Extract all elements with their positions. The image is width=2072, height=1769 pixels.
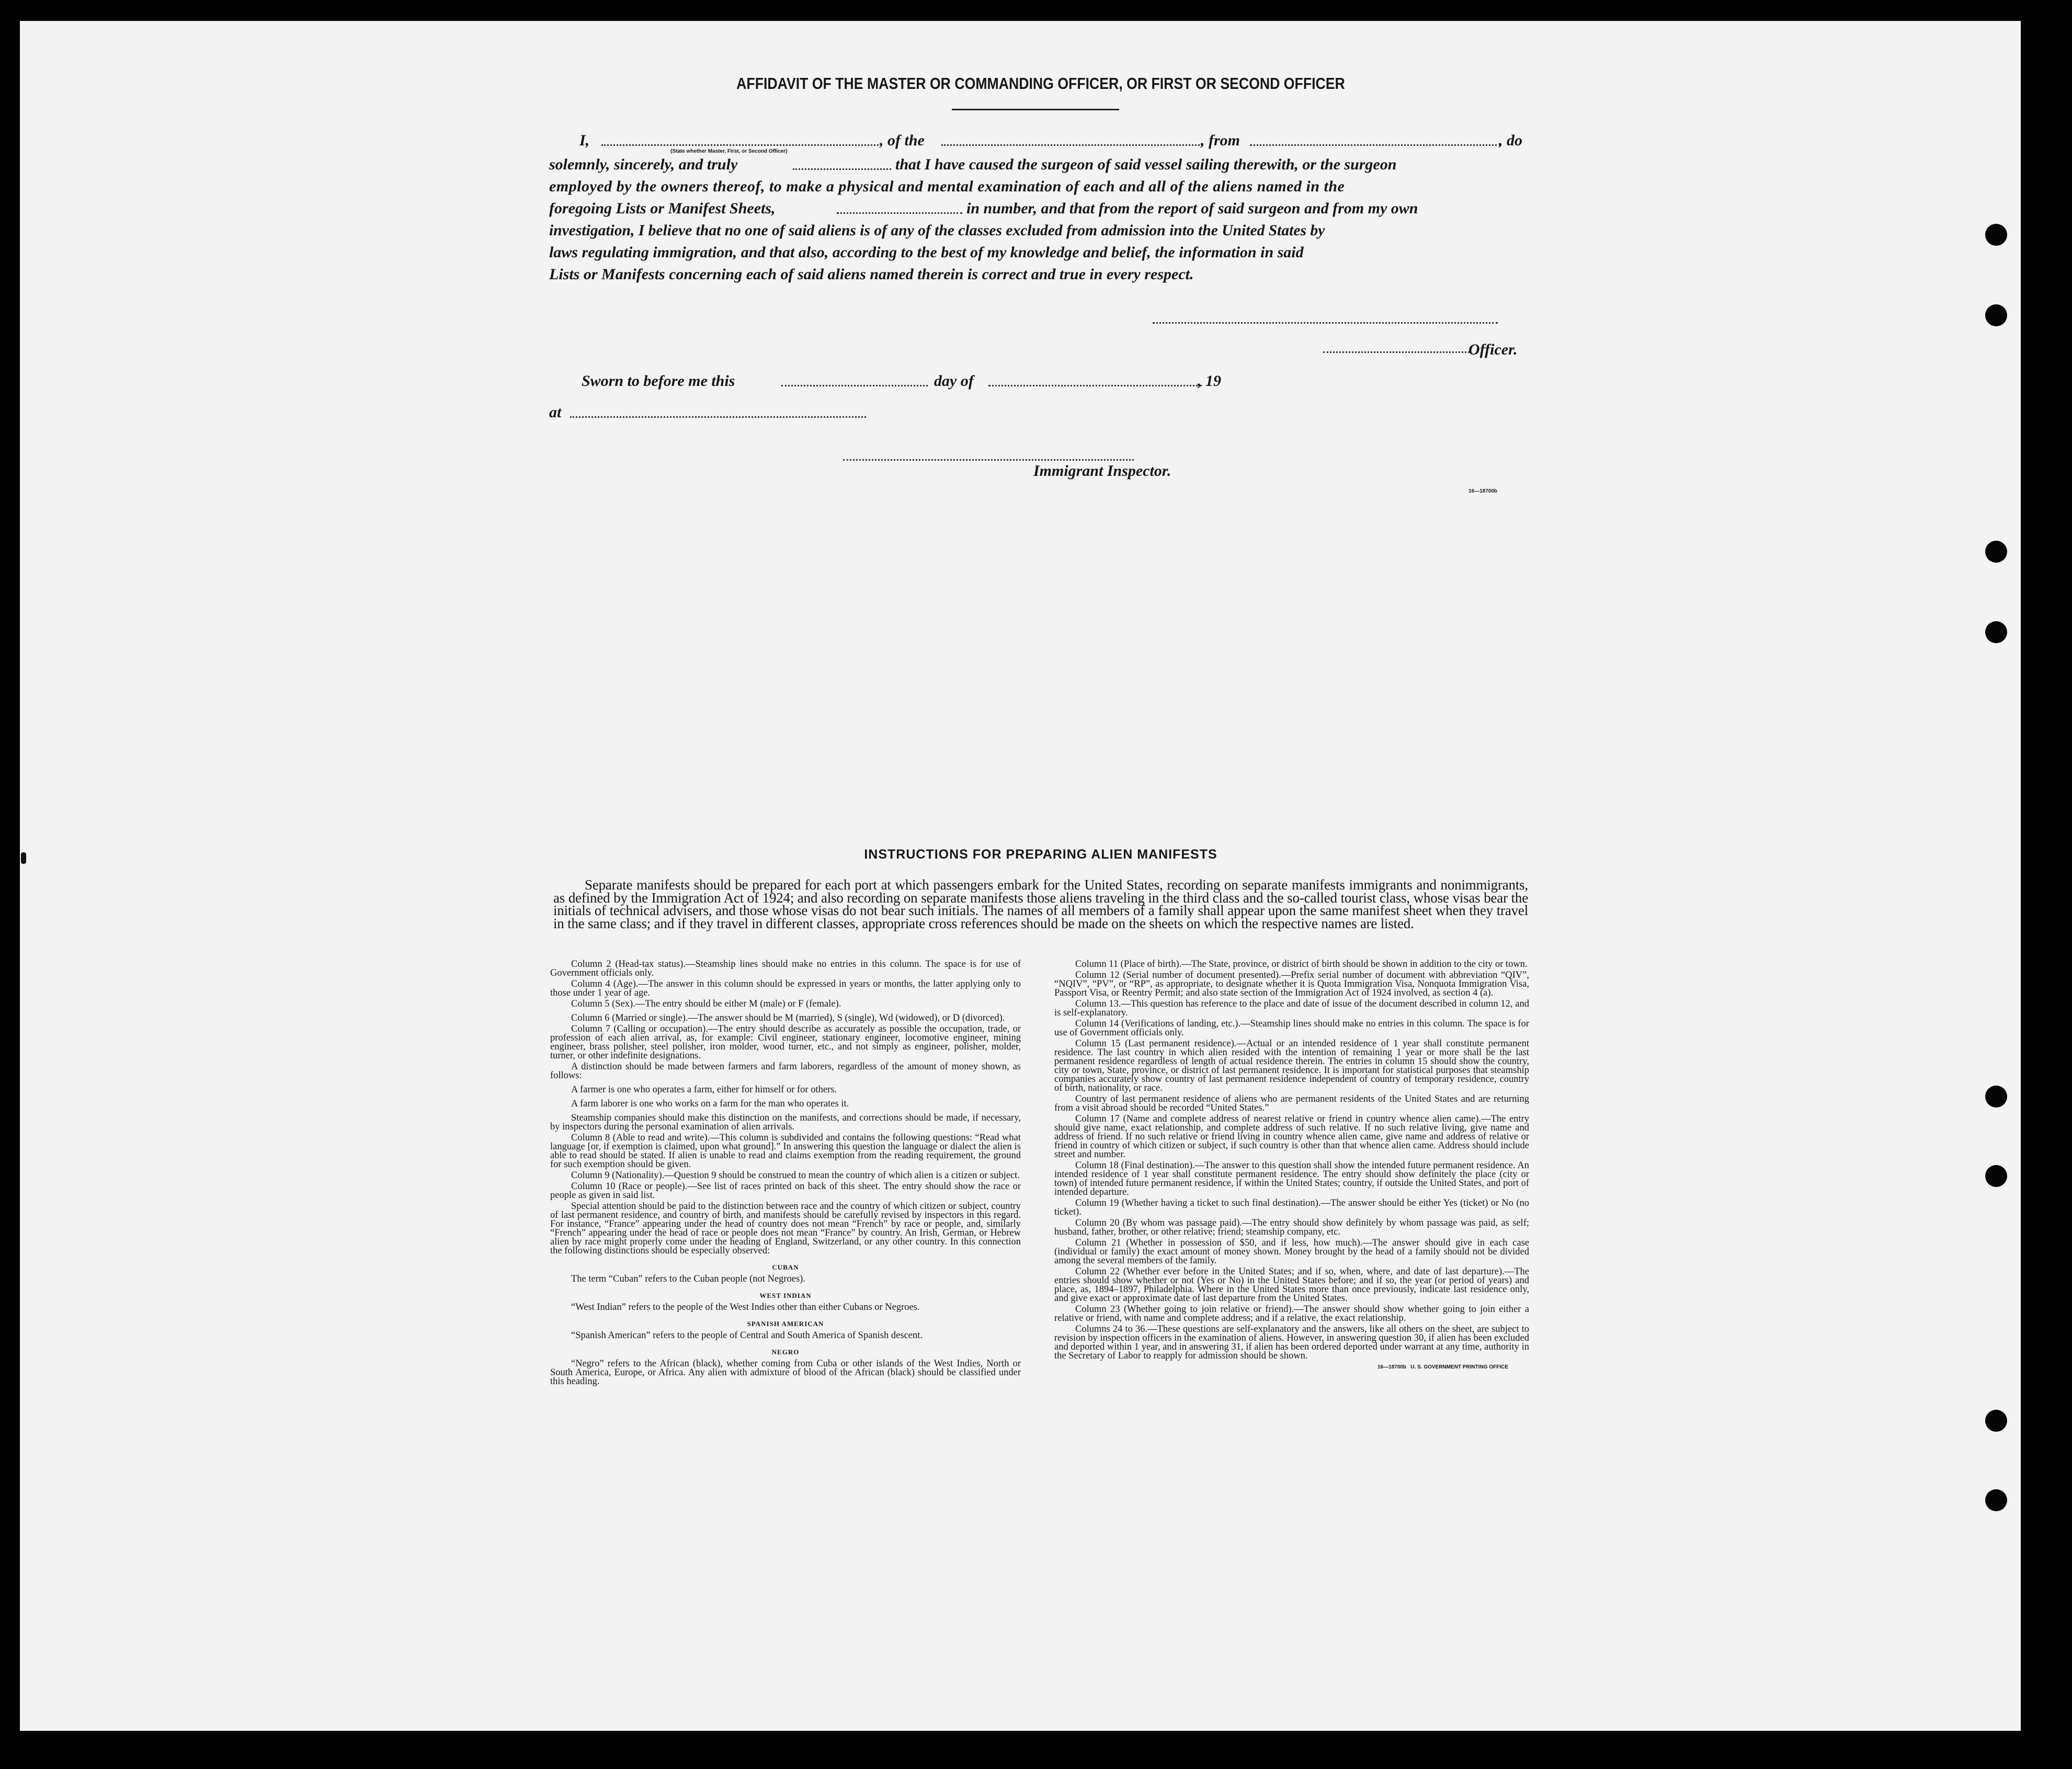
punch-hole	[1985, 1410, 2007, 1432]
right-para: Column 15 (Last permanent residence).—Actual or an intended residence of 1 year shall constitute permanent residence. The last country in which alien resided with the intention of remaining 1 year or more shall be the last permanent residence regardless of length of actual residence therein. The entries in column 15 should show the country, city or town, State, province, or district of last permanent residence. It is important for statistical purposes that steamship companies accurately show country of last permanent residence independent of country of temporary residence, country of birth, nationality, or race.	[1054, 1038, 1529, 1093]
signature-line[interactable]	[1153, 322, 1498, 324]
right-para: Column 11 (Place of birth).—The State, province, or district of birth should be shown in addition to the city or town.	[1075, 959, 1528, 969]
left-para: Column 4 (Age).—The answer in this column should be expressed in years or months, the latter applying only to those under 1 year of age.	[550, 979, 1021, 998]
punch-hole	[1985, 621, 2007, 643]
affidavit-line6: laws regulating immigration, and that also, according to the best of my knowledge and belief, the information in said	[549, 244, 1304, 261]
punch-hole	[1985, 224, 2007, 246]
left-para: Steamship companies should make this distinction on the manifests, and corrections should be made, if necessary, by inspectors during the personal examination of alien arrivals.	[550, 1113, 1021, 1132]
affidavit-of-the: , of the	[880, 132, 925, 149]
year-label: , 19	[1198, 372, 1221, 390]
right-para: Column 23 (Whether going to join relative or friend).—The answer should show whether going to join either a relative or friend, with name and complete address; and if a relative, the exact relationship.	[1054, 1304, 1529, 1323]
aliens-number-field[interactable]	[837, 212, 962, 214]
punch-hole	[1985, 1165, 2007, 1187]
right-para: Column 18 (Final destination).—The answer to this question shall show the intended future permanent residence. An intended residence of 1 year shall constitute permanent residence. The entry should show definitely the place (city or town) of intended future permanent residence, if within the United States; country, if outside the United States, and port of intended departure.	[1054, 1160, 1529, 1197]
right-para: Column 20 (By whom was passage paid).—The entry should show definitely by whom passage was paid, as self; husband, father, brother, or other relative; friend; steamship company, etc.	[1054, 1218, 1529, 1237]
right-para: Column 21 (Whether in possession of $50, and if less, how much).—The answer should give in each case (individual or family) the exact amount of money shown. Money brought by the head of a family should not be divided among the several members of the family.	[1054, 1238, 1529, 1266]
affidavit-line3: employed by the owners thereof, to make a physical and mental examination of each and all of the aliens named in the	[549, 178, 1345, 195]
vessel-name-field[interactable]	[941, 144, 1203, 146]
negro-text: “Negro” refers to the African (black), whether coming from Cuba or other islands of the West Indies, North or South America, Europe, or Africa. Any alien with admixture of blood of the African (black) should be classified under this heading.	[550, 1359, 1021, 1387]
right-para: Column 17 (Name and complete address of nearest relative or friend in country whence alien came).—The entry should give name, exact relationship, and complete address of such relative. If no such relative living, give name and address of friend. If no such relative or friend living in country whence alien came, give name and address of relative or friend in country of which citizen or subject, if such country is other than that whence alien came. Address should include street and number.	[1054, 1114, 1529, 1160]
officer-rank-field[interactable]	[601, 144, 879, 146]
right-para: Column 14 (Verifications of landing, etc.).—Steamship lines should make no entries in this column. The space is for use of Government officials only.	[1054, 1019, 1529, 1038]
instructions-title: INSTRUCTIONS FOR PREPARING ALIEN MANIFESTS	[864, 847, 1217, 862]
affidavit-do: , do	[1499, 132, 1522, 149]
cuban-text: The term “Cuban” refers to the Cuban people (not Negroes).	[571, 1274, 805, 1284]
instructions-right-column	[1054, 960, 1529, 1372]
west-indian-text: “West Indian” refers to the people of the West Indies other than either Cubans or Negroes.	[571, 1302, 920, 1313]
margin-mark	[21, 852, 26, 864]
left-para: Special attention should be paid to the distinction between race and the country of which citizen or subject, country of last permanent residence, and country of birth, and manifests should be carefully revised by inspectors in this regard. For instance, “France” appearing under the head of country does not mean “French” by race or people, and, similarly “French” appearing under the head of race or people does not mean “France” by country. An Irish, German, or Hebrew alien by race might properly come under the heading of England, Switzerland, or any other country. In this connection the following distinctions should be especially observed:	[550, 1201, 1021, 1256]
right-para: Column 19 (Whether having a ticket to such final destination).—The answer should be either Yes (ticket) or No (no ticket).	[1054, 1198, 1529, 1217]
left-para: Column 10 (Race or people).—See list of races printed on back of this sheet. The entry should show the race or people as given in said list.	[550, 1181, 1021, 1201]
day-of-label: day of	[934, 372, 974, 390]
right-para: Column 22 (Whether ever before in the United States; and if so, when, where, and date of last departure).—The entries should show whether or not (Yes or No) in the United States before; and if so, the year (or period of years) and place, as, 1894–1897, Philadelphia. Where in the United States more than once previously, indicate last residence only, and give exact or approximate date of last departure from the United States.	[1054, 1266, 1529, 1304]
sworn-month-field[interactable]	[988, 385, 1202, 386]
affidavit-line2a: solemnly, sincerely, and truly	[549, 156, 738, 173]
west-indian-heading: WEST INDIAN	[759, 1292, 812, 1299]
punch-hole	[1985, 1489, 2007, 1511]
left-para: A farm laborer is one who works on a farm for the man who operates it.	[571, 1099, 849, 1109]
officer-label: Officer.	[1468, 341, 1518, 358]
right-para: Column 13.—This question has reference to the place and date of issue of the document described in column 12, and is self-explanatory.	[1054, 999, 1529, 1018]
instructions-left-column	[550, 960, 1021, 1388]
sworn-day-field[interactable]	[781, 385, 928, 386]
inspector-label: Immigrant Inspector.	[1033, 462, 1171, 480]
affidavit-line2b: that I have caused the surgeon of said vessel sailing therewith, or the surgeon	[895, 156, 1397, 173]
left-para: A distinction should be made between farmers and farm laborers, regardless of the amount of money shown, as follows:	[550, 1062, 1021, 1081]
affidavit-line7: Lists or Manifests concerning each of said aliens named therein is correct and true in every respect.	[549, 266, 1194, 283]
left-para: Column 6 (Married or single).—The answer should be M (married), S (single), Wd (widowed), or D (divorced).	[571, 1013, 1005, 1023]
at-label: at	[549, 404, 562, 421]
affidavit-i: I,	[579, 132, 590, 149]
departure-port-field[interactable]	[1250, 144, 1501, 146]
left-para: A farmer is one who operates a farm, either for himself or for others.	[571, 1085, 837, 1095]
left-para: Column 2 (Head-tax status).—Steamship lines should make no entries in this column. The space is for use of Government officials only.	[550, 959, 1021, 978]
left-para: Column 5 (Sex).—The entry should be either M (male) or F (female).	[571, 999, 841, 1009]
officer-signature-field[interactable]	[1323, 351, 1470, 353]
form-number: 16—18700b	[1468, 488, 1498, 494]
printing-office-footer: 16—18700b U. S. GOVERNMENT PRINTING OFFICE	[1377, 1364, 1508, 1370]
right-para: Country of last permanent residence of aliens who are permanent residents of the United States and are returning from a visit abroad should be recorded “United States.”	[1054, 1094, 1529, 1113]
title-underline	[952, 109, 1119, 110]
affidavit-line4a: foregoing Lists or Manifest Sheets,	[549, 200, 776, 217]
left-para: Column 8 (Able to read and write).—This column is subdivided and contains the following questions: “Read what language [or, if exemption is claimed, upon what ground].” In answering this question the language or dialect the alien is able to read should be stated. If alien is unable to read and claims exemption from the reading requirement, the ground for such exemption should be given.	[550, 1133, 1021, 1170]
state-note: (State whether Master, First, or Second Officer)	[670, 149, 788, 154]
affidavit-line5: investigation, I believe that no one of said aliens is of any of the classes excluded from admission into the United States by	[549, 222, 1325, 239]
affidavit-from: , from	[1201, 132, 1240, 149]
affidavit-line4b: in number, and that from the report of said surgeon and from my own	[966, 200, 1418, 217]
left-para: Column 9 (Nationality).—Question 9 should be construed to mean the country of which alien is a citizen or subject.	[571, 1170, 1020, 1181]
right-para: Column 12 (Serial number of document presented).—Prefix serial number of document with abbreviation “QIV”, “NQIV”, “PV”, or “RP”, as appropriate, to designate whether it is Quota Immigration Visa, Nonquota Immigration Visa, Passport Visa, or Reentry Permit; and also state section of the Immigration Act of 1924 involved, as section 4 (a).	[1054, 970, 1529, 998]
spanish-american-text: “Spanish American” refers to the people of Central and South America of Spanish descent.	[571, 1330, 923, 1341]
sworn-place-field[interactable]	[570, 416, 866, 418]
declaration-field[interactable]	[793, 168, 891, 170]
punch-hole	[1985, 1086, 2007, 1108]
sworn-label: Sworn to before me this	[582, 372, 735, 390]
spanish-american-heading: SPANISH AMERICAN	[747, 1320, 824, 1328]
punch-hole	[1985, 541, 2007, 563]
right-para: Columns 24 to 36.—These questions are self-explanatory and the answers, like all others on the sheet, are subject to revision by inspection officers in the examination of aliens. However, in answering question 30, if alien has been excluded and deported within 1 year, and in answering 31, if alien has been ordered deported under warrant at any time, authority in the Secretary of Labor to reapply for admission should be shown.	[1054, 1324, 1529, 1361]
punch-hole	[1985, 304, 2007, 326]
cuban-heading: CUBAN	[772, 1263, 799, 1271]
affidavit-title: AFFIDAVIT OF THE MASTER OR COMMANDING OFFICER, OR FIRST OR SECOND OFFICER	[736, 74, 1345, 93]
instructions-intro: Separate manifests should be prepared for each port at which passengers embark for the United States, recording on separate manifests immigrants and nonimmigrants, as defined by the Immigration Act of 1924; and also recording on separate manifests those aliens traveling in the third class and the so-called tourist class, whose visas bear the initials of technical advisers, and those whose visas do not bear such initials. The names of all members of a family shall appear upon the same manifest sheet when they travel in the same class; and if they travel in different classes, appropriate cross references should be made on the sheets on which the respective names are listed.	[553, 877, 1528, 931]
left-para: Column 7 (Calling or occupation).—The entry should describe as accurately as possible the occupation, trade, or profession of each alien arrival, as, for example: Civil engineer, stationary engineer, locomotive engineer, mining engineer, brass polisher, steel polisher, iron molder, wood turner, etc., and not simply as engineer, polisher, molder, turner, or other indefinite designations.	[550, 1024, 1021, 1061]
negro-heading: NEGRO	[771, 1348, 800, 1356]
